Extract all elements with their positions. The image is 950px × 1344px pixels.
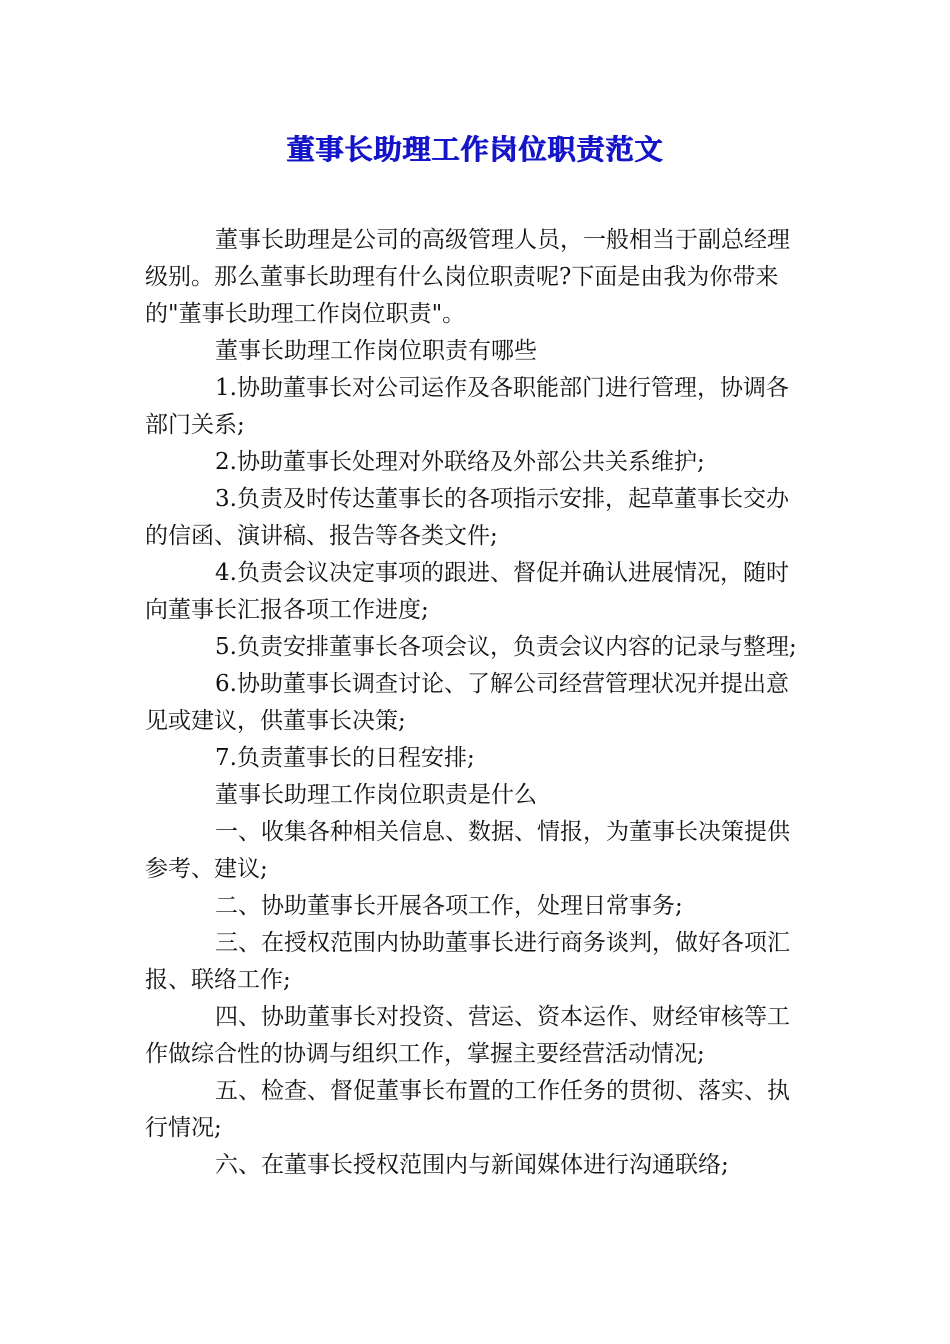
list-item-duty-1: 1.协助董事长对公司运作及各职能部门进行管理，协调各部门关系;: [145, 375, 789, 438]
list-item-what-2: 二、协助董事长开展各项工作，处理日常事务;: [215, 893, 683, 919]
section-heading-what: 董事长助理工作岗位职责是什么: [215, 782, 537, 808]
list-item-what-6: 六、在董事长授权范围内与新闻媒体进行沟通联络;: [215, 1152, 729, 1178]
document-body: [145, 222, 797, 1184]
list-item-duty-7: 7.负责董事长的日程安排;: [215, 745, 475, 771]
paragraph-intro: 董事长助理是公司的高级管理人员，一般相当于副总经理级别。那么董事长助理有什么岗位职责呢?下面是由我为你带来的"董事长助理工作岗位职责"。: [145, 227, 790, 327]
list-item-duty-5: 5.负责安排董事长各项会议，负责会议内容的记录与整理;: [215, 634, 797, 660]
list-item-duty-4: 4.负责会议决定事项的跟进、督促并确认进展情况，随时向董事长汇报各项工作进度;: [145, 560, 789, 623]
section-heading-duties: 董事长助理工作岗位职责有哪些: [215, 338, 537, 364]
list-item-what-1: 一、收集各种相关信息、数据、情报，为董事长决策提供参考、建议;: [145, 819, 790, 882]
list-item-duty-3: 3.负责及时传达董事长的各项指示安排，起草董事长交办的信函、演讲稿、报告等各类文件;: [145, 486, 789, 549]
list-item-what-4: 四、协助董事长对投资、营运、资本运作、财经审核等工作做综合性的协调与组织工作，掌握主要经营活动情况;: [145, 1004, 790, 1067]
list-item-what-3: 三、在授权范围内协助董事长进行商务谈判，做好各项汇报、联络工作;: [145, 930, 790, 993]
list-item-duty-2: 2.协助董事长处理对外联络及外部公共关系维护;: [215, 449, 705, 475]
list-item-what-5: 五、检查、督促董事长布置的工作任务的贯彻、落实、执行情况;: [145, 1078, 790, 1141]
document-title: 董事长助理工作岗位职责范文: [286, 133, 664, 166]
list-item-duty-6: 6.协助董事长调查讨论、了解公司经营管理状况并提出意见或建议，供董事长决策;: [145, 671, 789, 734]
